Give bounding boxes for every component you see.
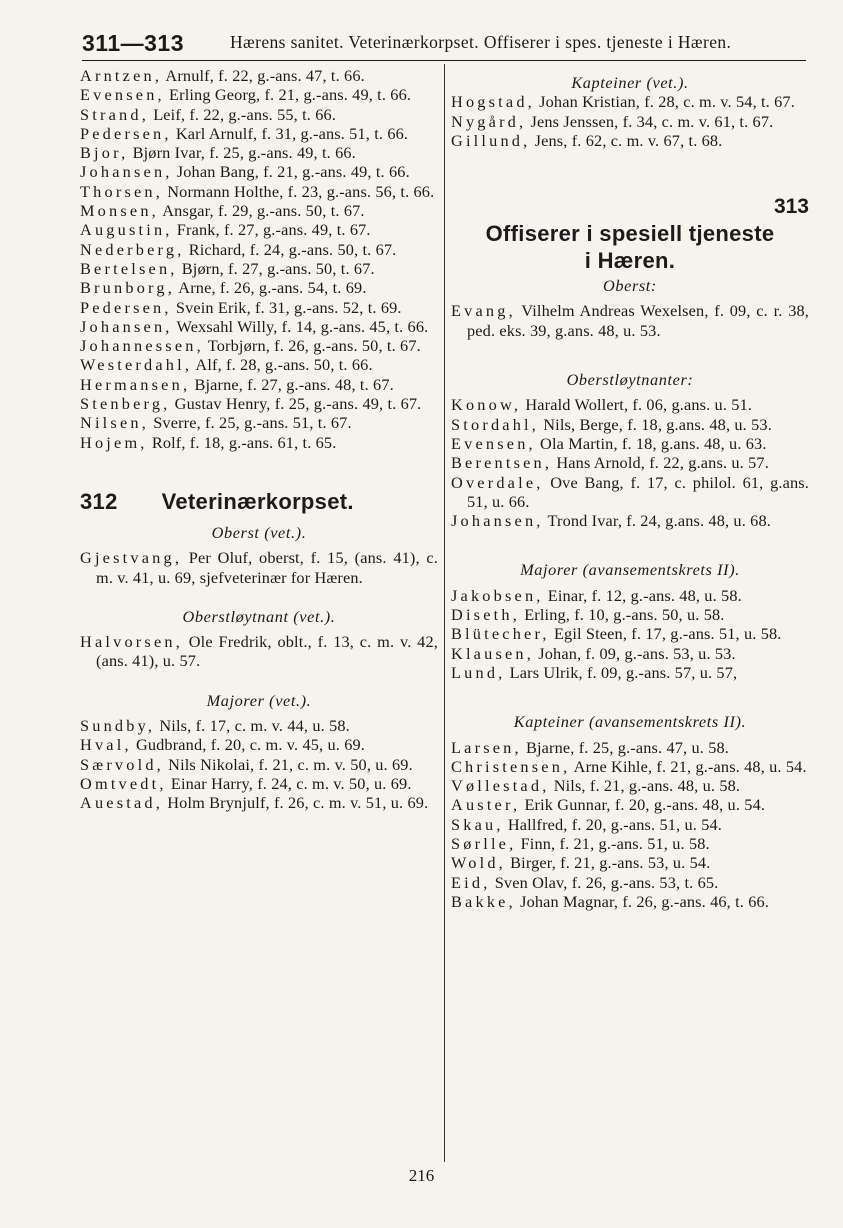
register-entry bbox=[451, 873, 809, 892]
entry-details: Rolf, f. 18, g.-ans. 61, t. 65. bbox=[147, 432, 337, 452]
page-number: 216 bbox=[408, 1166, 435, 1185]
section-number: 313 bbox=[773, 195, 809, 219]
register-entry bbox=[451, 795, 809, 814]
column-divider bbox=[444, 64, 445, 1162]
register-entry bbox=[80, 162, 438, 181]
register-entry bbox=[451, 586, 809, 605]
entry-details: Vilhelm Andreas Wexelsen, f. 09, c. r. 38, ped. eks. 39, g.ans. 48, u. 53. bbox=[467, 301, 809, 340]
entry-details: Lars Ulrik, f. 09, g.-ans. 57, u. 57, bbox=[505, 662, 738, 682]
header-rule bbox=[82, 60, 806, 61]
entry-details: Johan Bang, f. 21, g.-ans. 49, t. 66. bbox=[172, 162, 410, 182]
register-entry bbox=[80, 735, 438, 754]
register-entry bbox=[451, 757, 809, 776]
section-number: 312 bbox=[80, 488, 118, 514]
register-entry bbox=[451, 663, 809, 682]
register-entry bbox=[80, 394, 438, 413]
subsection-heading: Oberstløytnant (vet.). bbox=[182, 606, 336, 626]
entry-details: Harald Wollert, f. 06, g.ans. u. 51. bbox=[521, 395, 753, 415]
register-entry bbox=[451, 395, 809, 414]
entry-details: Erling, f. 10, g.-ans. 50, u. 58. bbox=[519, 605, 725, 625]
register-entry bbox=[451, 892, 809, 911]
entry-details: Svein Erik, f. 31, g.-ans. 52, t. 69. bbox=[171, 297, 402, 317]
register-entry bbox=[451, 473, 809, 512]
register-entry bbox=[80, 278, 438, 297]
entry-surname: Omtvedt, bbox=[80, 773, 167, 793]
entry-surname: Bertelsen, bbox=[80, 258, 178, 278]
entry-surname: Særvold, bbox=[80, 754, 164, 774]
register-entry bbox=[80, 105, 438, 124]
left-column bbox=[80, 66, 438, 813]
entry-surname: Thorsen, bbox=[80, 181, 164, 201]
section-heading-312 bbox=[80, 489, 438, 515]
register-entry bbox=[80, 182, 438, 201]
entry-surname: Pedersen, bbox=[80, 123, 172, 143]
register-entry bbox=[80, 220, 438, 239]
entry-details: Einar Harry, f. 24, c. m. v. 50, u. 69. bbox=[166, 773, 412, 793]
entry-details: Nils, f. 17, c. m. v. 44, u. 58. bbox=[155, 716, 350, 736]
register-entry bbox=[451, 434, 809, 453]
entry-details: Ole Fredrik, oblt., f. 13, c. m. v. 42, (ans. 41), u. 57. bbox=[96, 632, 438, 671]
subsection-heading: Majorer (vet.). bbox=[206, 690, 312, 710]
register-entry bbox=[80, 716, 438, 735]
entry-surname: Johansen, bbox=[451, 511, 544, 531]
entry-surname: Auster, bbox=[451, 795, 521, 815]
entry-details: Ola Martin, f. 18, g.ans. 48, u. 63. bbox=[535, 433, 767, 453]
entry-details: Trond Ivar, f. 24, g.ans. 48, u. 68. bbox=[543, 511, 771, 531]
register-entry bbox=[80, 774, 438, 793]
entry-details: Birger, f. 21, g.-ans. 53, u. 54. bbox=[505, 853, 711, 873]
register-entry bbox=[451, 853, 809, 872]
entry-details: Arne, f. 26, g.-ans. 54, t. 69. bbox=[174, 278, 367, 298]
entry-surname: Augustin, bbox=[80, 220, 173, 240]
register-entry bbox=[451, 834, 809, 853]
register-entry bbox=[451, 605, 809, 624]
entry-surname: Bjor, bbox=[80, 143, 129, 163]
entry-surname: Hval, bbox=[80, 735, 132, 755]
entry-details: Einar, f. 12, g.-ans. 48, u. 58. bbox=[543, 585, 742, 605]
entry-surname: Nederberg, bbox=[80, 239, 185, 259]
entry-details: Finn, f. 21, g.-ans. 51, u. 58. bbox=[516, 834, 710, 854]
register-entry bbox=[80, 143, 438, 162]
register-entry bbox=[80, 66, 438, 85]
entry-details: Richard, f. 24, g.-ans. 50, t. 67. bbox=[184, 239, 397, 259]
entry-surname: Konow, bbox=[451, 395, 522, 415]
register-entry bbox=[80, 793, 438, 812]
entry-details: Gustav Henry, f. 25, g.-ans. 49, t. 67. bbox=[170, 394, 422, 414]
entry-details: Bjørn, f. 27, g.-ans. 50, t. 67. bbox=[177, 258, 375, 278]
entry-surname: Skau, bbox=[451, 814, 504, 834]
entry-details: Egil Steen, f. 17, g.-ans. 51, u. 58. bbox=[549, 624, 782, 644]
entry-details: Johan Magnar, f. 26, g.-ans. 46, t. 66. bbox=[515, 891, 770, 911]
subsection-heading: Kapteiner (avansementskrets II). bbox=[513, 712, 747, 732]
entry-surname: Evensen, bbox=[80, 85, 165, 105]
entry-surname: Johansen, bbox=[80, 316, 173, 336]
register-entry bbox=[80, 755, 438, 774]
entry-details: Nils, Berge, f. 18, g.ans. 48, u. 53. bbox=[539, 414, 772, 434]
entry-surname: Nilsen, bbox=[80, 413, 149, 433]
entry-details: Johan, f. 09, g.-ans. 53, u. 53. bbox=[534, 643, 736, 663]
entry-surname: Brunborg, bbox=[80, 278, 175, 298]
register-entry bbox=[451, 301, 809, 340]
entry-details: Nils, f. 21, g.-ans. 48, u. 58. bbox=[549, 776, 741, 796]
entry-surname: Stenberg, bbox=[80, 394, 171, 414]
entry-surname: Westerdahl, bbox=[80, 355, 193, 375]
entry-surname: Lund, bbox=[451, 662, 506, 682]
entry-details: Hallfred, f. 20, g.-ans. 51, u. 54. bbox=[503, 814, 723, 834]
subsection-heading: Oberst: bbox=[603, 276, 657, 296]
register-entry bbox=[451, 415, 809, 434]
register-entry bbox=[451, 738, 809, 757]
entry-surname: Jakobsen, bbox=[451, 585, 544, 605]
register-entry bbox=[80, 298, 438, 317]
register-entry bbox=[80, 85, 438, 104]
entry-surname: Halvorsen, bbox=[80, 632, 183, 652]
entry-surname: Diseth, bbox=[451, 605, 520, 625]
section-title: i Hæren. bbox=[584, 248, 676, 274]
entry-surname: Bakke, bbox=[451, 891, 516, 911]
register-entry bbox=[80, 413, 438, 432]
entry-surname: Klausen, bbox=[451, 643, 535, 663]
entry-surname: Berentsen, bbox=[451, 453, 553, 473]
entry-details: Normann Holthe, f. 23, g.-ans. 56, t. 66. bbox=[163, 181, 435, 201]
entry-surname: Hermansen, bbox=[80, 374, 191, 394]
running-title: Hærens sanitet. Veterinærkorpset. Offiserer i spes. tjeneste i Hæren. bbox=[230, 32, 732, 52]
register-entry bbox=[451, 624, 809, 643]
entry-surname: Vøllestad, bbox=[451, 776, 550, 796]
entry-details: Per Oluf, oberst, f. 15, (ans. 41), c. m. v. 41, u. 69, sjefveterinær for Hæren. bbox=[96, 548, 438, 587]
entry-details: Torbjørn, f. 26, g.-ans. 50, t. 67. bbox=[203, 336, 421, 356]
entry-details: Wexsahl Willy, f. 14, g.-ans. 45, t. 66. bbox=[172, 316, 429, 336]
register-entry bbox=[451, 815, 809, 834]
page-header bbox=[82, 30, 808, 60]
entry-surname: Evensen, bbox=[451, 433, 536, 453]
entry-details: Frank, f. 27, g.-ans. 49, t. 67. bbox=[172, 220, 371, 240]
entry-details: Ansgar, f. 29, g.-ans. 50, t. 67. bbox=[158, 201, 365, 221]
entry-surname: Pedersen, bbox=[80, 297, 172, 317]
entry-surname: Sundby, bbox=[80, 716, 156, 736]
register-entry bbox=[451, 112, 809, 131]
entry-surname: Auestad, bbox=[80, 793, 164, 813]
register-entry bbox=[451, 644, 809, 663]
register-entry bbox=[80, 259, 438, 278]
entry-details: Jens, f. 62, c. m. v. 67, t. 68. bbox=[530, 130, 723, 150]
page-range: 311—313 bbox=[82, 30, 184, 56]
entry-details: Bjarne, f. 27, g.-ans. 48, t. 67. bbox=[190, 374, 394, 394]
entry-details: Bjørn Ivar, f. 25, g.-ans. 49, t. 66. bbox=[128, 143, 356, 163]
entry-surname: Larsen, bbox=[451, 737, 522, 757]
register-entry bbox=[451, 131, 809, 150]
subsection-heading: Oberstløytnanter: bbox=[566, 370, 694, 390]
entry-details: Gudbrand, f. 20, c. m. v. 45, u. 69. bbox=[131, 735, 366, 755]
entry-surname: Nygård, bbox=[451, 111, 527, 131]
entry-details: Alf, f. 28, g.-ans. 50, t. 66. bbox=[192, 355, 373, 375]
entry-surname: Stordahl, bbox=[451, 414, 540, 434]
right-column bbox=[451, 66, 809, 911]
register-entry bbox=[451, 511, 809, 530]
entry-details: Erik Gunnar, f. 20, g.-ans. 48, u. 54. bbox=[520, 795, 766, 815]
entry-surname: Overdale, bbox=[451, 472, 544, 492]
entry-details: Nils Nikolai, f. 21, c. m. v. 50, u. 69. bbox=[163, 754, 413, 774]
register-entry bbox=[451, 92, 809, 111]
register-entry bbox=[80, 632, 438, 671]
entry-details: Arne Kihle, f. 21, g.-ans. 48, u. 54. bbox=[570, 756, 807, 776]
register-entry bbox=[80, 336, 438, 355]
subsection-heading: Kapteiner (vet.). bbox=[571, 73, 689, 92]
entry-details: Bjarne, f. 25, g.-ans. 47, u. 58. bbox=[521, 737, 730, 757]
entry-surname: Monsen, bbox=[80, 201, 159, 221]
register-entry bbox=[451, 453, 809, 472]
entry-details: Arnulf, f. 22, g.-ans. 47, t. 66. bbox=[162, 66, 365, 85]
entry-details: Hans Arnold, f. 22, g.ans. u. 57. bbox=[552, 453, 769, 473]
entry-details: Sven Olav, f. 26, g.-ans. 53, t. 65. bbox=[490, 872, 719, 892]
entry-details: Ove Bang, f. 17, c. philol. 61, g.ans. 51, u. 66. bbox=[467, 472, 809, 511]
entry-surname: Christensen, bbox=[451, 756, 571, 776]
section-title: Veterinærkorpset. bbox=[161, 488, 354, 514]
register-entry bbox=[80, 355, 438, 374]
entry-details: Erling Georg, f. 21, g.-ans. 49, t. 66. bbox=[164, 85, 412, 105]
entry-surname: Blütecher, bbox=[451, 624, 550, 644]
section-title: Offiserer i spesiell tjeneste bbox=[485, 221, 775, 247]
entry-surname: Gillund, bbox=[451, 130, 531, 150]
entry-surname: Arntzen, bbox=[80, 66, 163, 85]
entry-surname: Johansen, bbox=[80, 162, 173, 182]
entry-surname: Eid, bbox=[451, 872, 491, 892]
entry-details: Holm Brynjulf, f. 26, c. m. v. 51, u. 69. bbox=[163, 793, 429, 813]
register-entry bbox=[451, 776, 809, 795]
entry-details: Johan Kristian, f. 28, c. m. v. 54, t. 67. bbox=[534, 92, 795, 112]
register-entry bbox=[80, 433, 438, 452]
entry-surname: Gjestvang, bbox=[80, 548, 183, 568]
register-entry bbox=[80, 548, 438, 587]
entry-surname: Hojem, bbox=[80, 432, 148, 452]
entry-surname: Wold, bbox=[451, 853, 506, 873]
entry-details: Karl Arnulf, f. 31, g.-ans. 51, t. 66. bbox=[171, 123, 409, 143]
entry-details: Jens Jenssen, f. 34, c. m. v. 61, t. 67. bbox=[526, 111, 774, 131]
register-entry bbox=[80, 201, 438, 220]
subsection-heading: Oberst (vet.). bbox=[211, 522, 307, 542]
entry-surname: Strand, bbox=[80, 104, 149, 124]
register-entry bbox=[80, 240, 438, 259]
entry-surname: Hogstad, bbox=[451, 92, 535, 112]
entry-details: Leif, f. 22, g.-ans. 55, t. 66. bbox=[148, 104, 337, 124]
subsection-heading: Majorer (avansementskrets II). bbox=[520, 560, 740, 580]
entry-details: Sverre, f. 25, g.-ans. 51, t. 67. bbox=[148, 413, 352, 433]
register-entry bbox=[80, 124, 438, 143]
register-entry bbox=[80, 317, 438, 336]
entry-surname: Johannessen, bbox=[80, 336, 204, 356]
entry-surname: Evang, bbox=[451, 301, 516, 321]
register-entry bbox=[80, 375, 438, 394]
entry-surname: Sørlle, bbox=[451, 834, 517, 854]
